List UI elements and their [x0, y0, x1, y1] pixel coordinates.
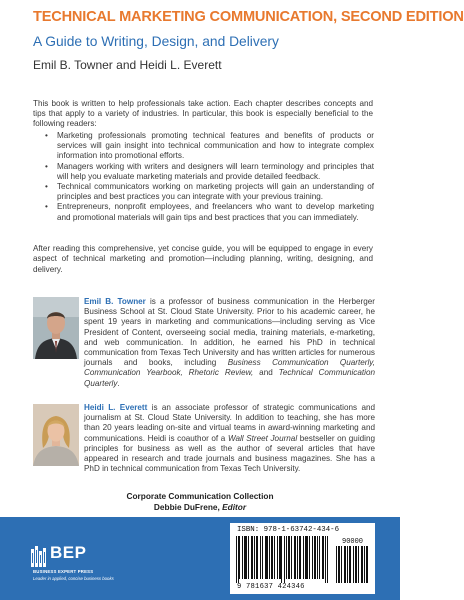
- barcode-addon-bar: [349, 546, 350, 583]
- barcode-bar: [323, 536, 324, 579]
- barcode-bar: [319, 536, 320, 579]
- barcode-bar: [305, 536, 306, 579]
- barcode-bar: [265, 536, 266, 579]
- barcode-addon-bar: [361, 546, 362, 583]
- editor-name: Debbie DuFrene,: [153, 502, 220, 512]
- barcode-bar: [272, 536, 273, 579]
- bio-journals: Business Communication Quarterly, Communication Yearbook, Rhetoric Review,: [84, 358, 375, 378]
- bio-text: .: [117, 378, 120, 388]
- isbn-text: ISBN: 978-1-63742-434-6: [237, 526, 340, 534]
- barcode-addon-bar: [358, 546, 359, 583]
- closing-paragraph: After reading this comprehensive, yet concise guide, you will be equipped to engage in every aspect of technical marketing and promotion—including planning, writing, designing, and delivery.: [33, 244, 373, 274]
- list-item-text: Marketing professionals promoting technical features and benefits of products or services will gain insight into technical communication and how to integrate complex information into promotional efforts.: [57, 131, 374, 161]
- barcode-bar: [312, 536, 313, 579]
- barcode-bar: [266, 536, 267, 579]
- barcode-price-code: 90000: [342, 538, 364, 546]
- publisher-name: BUSINESS EXPERT PRESS: [33, 569, 94, 574]
- bullet-icon: •: [45, 182, 48, 192]
- barcode-bar: [299, 536, 300, 579]
- barcode-bar: [294, 536, 295, 579]
- barcode-icon: [234, 536, 371, 583]
- barcode-bar: [322, 536, 323, 579]
- barcode-bar: [271, 536, 272, 579]
- barcode-addon-bar: [364, 546, 365, 583]
- editor-role: Editor: [222, 502, 247, 512]
- book-authors: Emil B. Towner and Heidi L. Everett: [33, 58, 222, 72]
- barcode-addon-bar: [338, 546, 339, 583]
- list-item: [45, 202, 374, 222]
- barcode-bar: [262, 536, 263, 579]
- barcode-bar: [325, 536, 326, 583]
- barcode-bar: [277, 536, 278, 579]
- bio-journal: Wall Street Journal: [227, 433, 298, 443]
- barcode-bar: [257, 536, 258, 579]
- barcode-addon-bar: [350, 546, 351, 583]
- barcode-bar: [269, 536, 270, 579]
- barcode-bar: [246, 536, 247, 579]
- barcode-bar: [280, 536, 281, 579]
- barcode-bar: [327, 536, 328, 583]
- barcode-bar: [303, 536, 304, 579]
- barcode-bar: [300, 536, 301, 579]
- list-item-text: Managers working with writers and designers will learn terminology and principles that will help you evaluate marketing materials and provide detailed feedback.: [57, 161, 374, 181]
- barcode-addon-bar: [367, 546, 368, 583]
- barcode-addon-bar: [366, 546, 367, 583]
- barcode-addon-bar: [362, 546, 363, 583]
- barcode-bar: [286, 536, 287, 579]
- books-logo-icon: [31, 545, 49, 567]
- barcode-addon-bar: [345, 546, 346, 583]
- bio-text: is a professor of business communication in the Herberger Business School at St. Cloud State University. Prior to his academic career, he spent 19 years in marketing and communications—including serving as Vice President of Content, overseeing social media, training materials, e-marketing, and web communication. In addition, he earned his PhD in technical communication from Texas Tech University and has written articles for numerous journals and books, including: [84, 297, 375, 368]
- barcode-addon-bar: [355, 546, 356, 583]
- author-name: Emil B. Towner: [84, 297, 146, 306]
- bullet-icon: •: [45, 161, 48, 171]
- barcode-bar: [245, 536, 246, 579]
- list-item: [45, 162, 374, 182]
- author-name: Heidi L. Everett: [84, 403, 148, 412]
- bio-towner: [84, 297, 375, 389]
- publisher-tagline: Leader in applied, concise business books: [33, 576, 114, 581]
- list-item-text: Technical communicators working on marketing projects will gain an understanding of principles and best practices you can integrate with your previous training.: [57, 182, 374, 202]
- barcode-addon-bar: [336, 546, 337, 583]
- series-title: Corporate Communication Collection: [126, 491, 274, 501]
- book-title: TECHNICAL MARKETING COMMUNICATION, SECOND EDITION: [33, 9, 464, 25]
- barcode-addon-bar: [341, 546, 342, 583]
- barcode-bar: [248, 536, 249, 579]
- barcode-bar: [239, 536, 240, 579]
- barcode-bar: [315, 536, 316, 579]
- barcode-bar: [251, 536, 252, 579]
- bio-text: is an associate professor of strategic communications and journalism at St. Cloud State University. In addition to teaching, she has more than 20 years leading on-site and virtual teams in award-winning marketing and communications. Heidi is coauthor of a: [84, 403, 375, 443]
- barcode-bar: [281, 536, 282, 583]
- reader-list: [45, 131, 374, 223]
- barcode-bar: [242, 536, 243, 579]
- book-subtitle: A Guide to Writing, Design, and Delivery: [33, 34, 279, 49]
- isbn-barcode: [230, 523, 375, 594]
- publisher-logo-text: BEP: [50, 543, 87, 562]
- barcode-bar: [236, 536, 237, 583]
- barcode-bar: [291, 536, 292, 579]
- bullet-icon: •: [45, 202, 48, 212]
- barcode-bar: [306, 536, 307, 579]
- barcode-bar: [314, 536, 315, 579]
- bio-text: bestseller on guiding principles for business as well as the author of several articles that have appeared in research and trade journals and business magazines. She has a PhD in technical communication from Texas Tech University.: [84, 433, 375, 474]
- barcode-bar: [284, 536, 285, 583]
- barcode-bar: [274, 536, 275, 579]
- barcode-number: 9 781637 424346: [237, 583, 305, 591]
- barcode-bar: [254, 536, 255, 579]
- barcode-addon-bar: [347, 546, 348, 583]
- barcode-addon-bar: [344, 546, 345, 583]
- barcode-addon-bar: [339, 546, 340, 583]
- barcode-bar: [244, 536, 245, 579]
- list-item-text: Entrepreneurs, nonprofit employees, and freelancers who want to develop marketing and promotional materials will gain tips and best practices that you can immediately.: [57, 202, 374, 222]
- barcode-bar: [309, 536, 310, 579]
- man-portrait-icon: [33, 297, 79, 359]
- author-photo-everett: [33, 404, 79, 466]
- barcode-bar: [297, 536, 298, 579]
- barcode-bar: [252, 536, 253, 579]
- bio-text: and: [253, 368, 279, 378]
- barcode-bar: [288, 536, 289, 579]
- barcode-bar: [238, 536, 239, 583]
- series-editor: [0, 502, 400, 512]
- bio-everett: [84, 403, 375, 474]
- bullet-icon: •: [45, 131, 48, 140]
- barcode-bar: [295, 536, 296, 579]
- barcode-bar: [279, 536, 280, 579]
- list-item: [45, 182, 374, 202]
- barcode-addon-bar: [356, 546, 357, 583]
- barcode-bar: [267, 536, 268, 579]
- bio-journals: Technical Communication Quarterly: [84, 368, 375, 388]
- intro-paragraph: This book is written to help professionals take action. Each chapter describes concepts and tips that apply to a variety of industries. In particular, this book is especially beneficial to the following readers:: [33, 99, 373, 129]
- barcode-bar: [307, 536, 308, 579]
- barcode-bar: [260, 536, 261, 579]
- woman-portrait-icon: [33, 404, 79, 466]
- barcode-bar: [256, 536, 257, 579]
- author-photo-towner: [33, 297, 79, 359]
- list-item: [45, 131, 374, 162]
- barcode-bar: [317, 536, 318, 579]
- barcode-bar: [289, 536, 290, 579]
- barcode-addon-bar: [353, 546, 354, 583]
